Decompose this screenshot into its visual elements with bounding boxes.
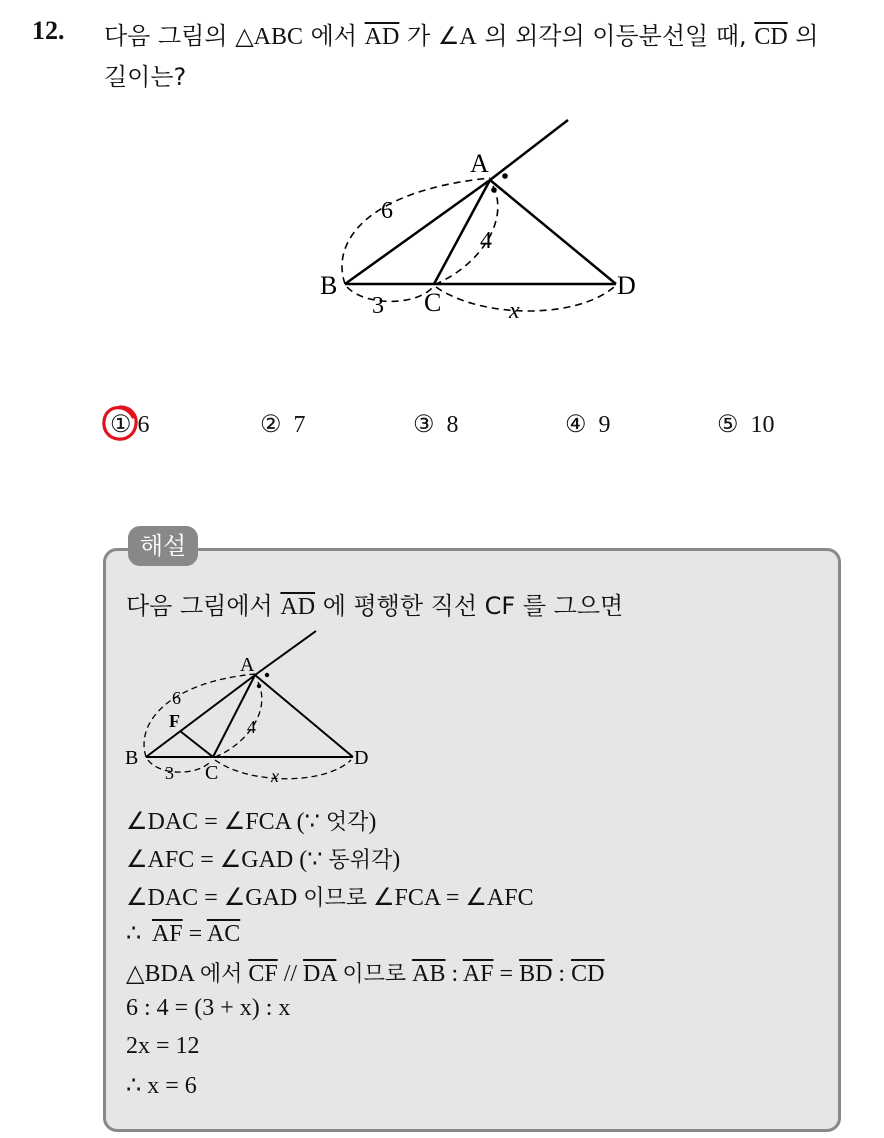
solution-line-8: ∴ x = 6 (126, 1073, 197, 1099)
bisector-extension-line (490, 120, 568, 180)
svg-text:3: 3 (165, 763, 174, 783)
segment-ad-line (490, 180, 616, 284)
solution-line-4: ∴ $\overline{AF} = \overline{AC}$ (126, 921, 241, 947)
svg-text:6: 6 (172, 688, 181, 708)
label-ac: 4 (480, 228, 492, 254)
angle-dot (502, 173, 508, 179)
segment-ad: $\overline{AD}$ (364, 24, 400, 50)
segment-cf (180, 731, 213, 757)
label-ab: 6 (381, 198, 393, 224)
svg-text:x: x (271, 766, 279, 786)
label-d: D (617, 271, 636, 300)
question-number: 12. (32, 16, 65, 45)
triangle-figure (300, 110, 660, 330)
choice-2[interactable]: ② 7 (260, 412, 306, 438)
arc-cd (436, 287, 614, 311)
selected-circle-mark (100, 403, 140, 443)
svg-text:D: D (354, 747, 369, 769)
choice-1[interactable]: ① 6 (110, 410, 150, 439)
svg-text:A: A (240, 654, 255, 676)
solution-figure (120, 628, 380, 788)
solution-line-6: 6 : 4 = (3 + x) : x (126, 995, 291, 1021)
segment-cd: $\overline{CD}$ (754, 24, 788, 50)
label-cd: x (509, 298, 520, 324)
solution-intro: 다음 그림에서 $\overline{AD}$ 에 평행한 직선 CF 를 그으면 (126, 592, 624, 620)
svg-text:4: 4 (247, 717, 256, 737)
solution-line-5: △BDA 에서 $\overline{CF} // \overline{DA}$ 이므로 $\overline{AB}$ : $\overline{AF} = \overline{BD}$ : $\overline{CD}$ (126, 961, 605, 987)
label-bc: 3 (372, 293, 384, 319)
question-text: 다음 그림의 △ABC 에서 $\overline{AD}$ 가 ∠A 의 외각의 이등분선일 때, $\overline{CD}$ 의 길이는? (104, 22, 819, 91)
solution-line-7: 2x = 12 (126, 1033, 200, 1059)
label-b: B (320, 271, 338, 300)
solution-line-2: ∠AFC = ∠GAD (∵ 동위각) (126, 847, 401, 873)
svg-text:C: C (205, 762, 219, 784)
angle-dot (491, 187, 497, 193)
solution-line-1: ∠DAC = ∠FCA (∵ 엇각) (126, 809, 377, 835)
svg-text:B: B (125, 747, 139, 769)
choice-3[interactable]: ③ 8 (413, 412, 459, 438)
solution-tag: 해설 (128, 526, 198, 566)
label-c: C (424, 288, 442, 317)
answer-choices (110, 410, 810, 450)
label-a: A (470, 149, 489, 178)
segment-ba (345, 180, 490, 284)
choice-4[interactable]: ④ 9 (565, 412, 611, 438)
solution-line-3: ∠DAC = ∠GAD 이므로 ∠FCA = ∠AFC (126, 885, 534, 911)
arc-bc (347, 287, 432, 301)
svg-text:F: F (169, 711, 180, 731)
choice-5[interactable]: ⑤ 10 (717, 412, 775, 438)
arc-ab (342, 178, 490, 284)
